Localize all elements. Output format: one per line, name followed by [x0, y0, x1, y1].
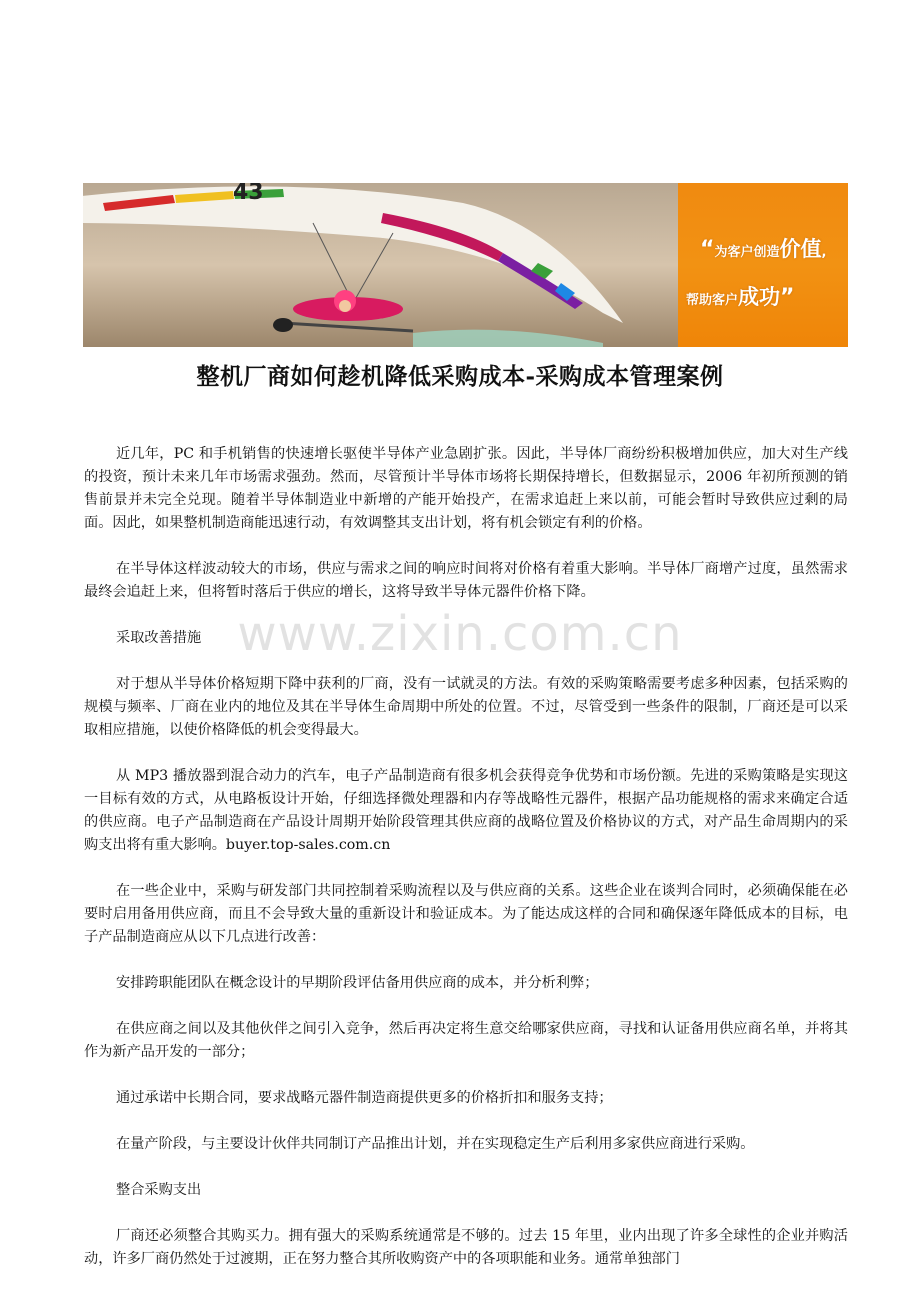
- list-item: 在供应商之间以及其他伙伴之间引入竞争，然后再决定将生意交给哪家供应商，寻找和认证备用供应商名单，并将其作为新产品开发的一部分；: [84, 1021, 848, 1060]
- section-heading: 整合采购支出: [116, 1182, 202, 1198]
- watermark: www.zixin.com.cn: [237, 606, 683, 662]
- header-banner: [83, 183, 848, 347]
- hang-glider-photo: [83, 183, 678, 347]
- paragraph: 对于想从半导体价格短期下降中获利的厂商，没有一试就灵的方法。有效的采购策略需要考虑多种因素，包括采购的规模与频率、厂商在业内的地位及其在半导体生命周期中所处的位置。不过，尽管受到一些条件的限制，厂商还是可以采取相应措施，以使价格降低的机会变得最大。: [84, 676, 848, 738]
- slogan-line-2: 帮助客户成功”: [686, 285, 795, 310]
- list-item: 安排跨职能团队在概念设计的早期阶段评估备用供应商的成本，并分析利弊；: [116, 975, 599, 991]
- slogan-panel: [678, 183, 848, 347]
- list-item: 在量产阶段，与主要设计伙伴共同制订产品推出计划，并在实现稳定生产后利用多家供应商进行采购。: [116, 1136, 755, 1152]
- article-title: 整机厂商如何趁机降低采购成本-采购成本管理案例: [196, 363, 724, 390]
- paragraph: 在半导体这样波动较大的市场，供应与需求之间的响应时间将对价格有着重大影响。半导体厂商增产过度，虽然需求最终会追赶上来，但将暂时落后于供应的增长，这将导致半导体元器件价格下降。: [84, 561, 848, 600]
- paragraph: 从 MP3 播放器到混合动力的汽车，电子产品制造商有很多机会获得竞争优势和市场份额。先进的采购策略是实现这一目标有效的方式，从电路板设计开始，仔细选择微处理器和内存等战略性元器件，根据产品功能规格的需求来确定合适的供应商。电子产品制造商在产品设计周期开始阶段管理其供应商的战略位置及价格协议的方式，对产品生命周期内的采购支出将有重大影响。buyer.top-sales.com.cn: [84, 768, 848, 853]
- article-body: [84, 443, 848, 1271]
- slogan-line-1: “为客户创造价值,: [700, 237, 827, 262]
- paragraph: 在一些企业中，采购与研发部门共同控制着采购流程以及与供应商的关系。这些企业在谈判合同时，必须确保能在必要时启用备用供应商，而且不会导致大量的重新设计和验证成本。为了能达成这样的合同和确保逐年降低成本的目标，电子产品制造商应从以下几点进行改善：: [84, 883, 848, 945]
- paragraph: 厂商还必须整合其购买力。拥有强大的采购系统通常是不够的。过去 15 年里，业内出现了许多全球性的企业并购活动，许多厂商仍然处于过渡期，正在努力整合其所收购资产中的各项职能和业务。通常单独部门: [84, 1228, 848, 1267]
- paragraph: 近几年，PC 和手机销售的快速增长驱使半导体产业急剧扩张。因此，半导体厂商纷纷积极增加供应，加大对生产线的投资，预计未来几年市场需求强劲。然而，尽管预计半导体市场将长期保持增长，但数据显示，2006 年初所预测的销售前景并未完全兑现。随着半导体制造业中新增的产能开始投产，在需求追赶上来以前，可能会暂时导致供应过剩的局面。因此，如果整机制造商能迅速行动，有效调整其支出计划，将有机会锁定有利的价格。: [84, 446, 848, 531]
- list-item: 通过承诺中长期合同，要求战略元器件制造商提供更多的价格折扣和服务支持；: [116, 1090, 613, 1106]
- section-heading: 采取改善措施: [116, 630, 202, 646]
- svg-text:43: 43: [233, 183, 264, 205]
